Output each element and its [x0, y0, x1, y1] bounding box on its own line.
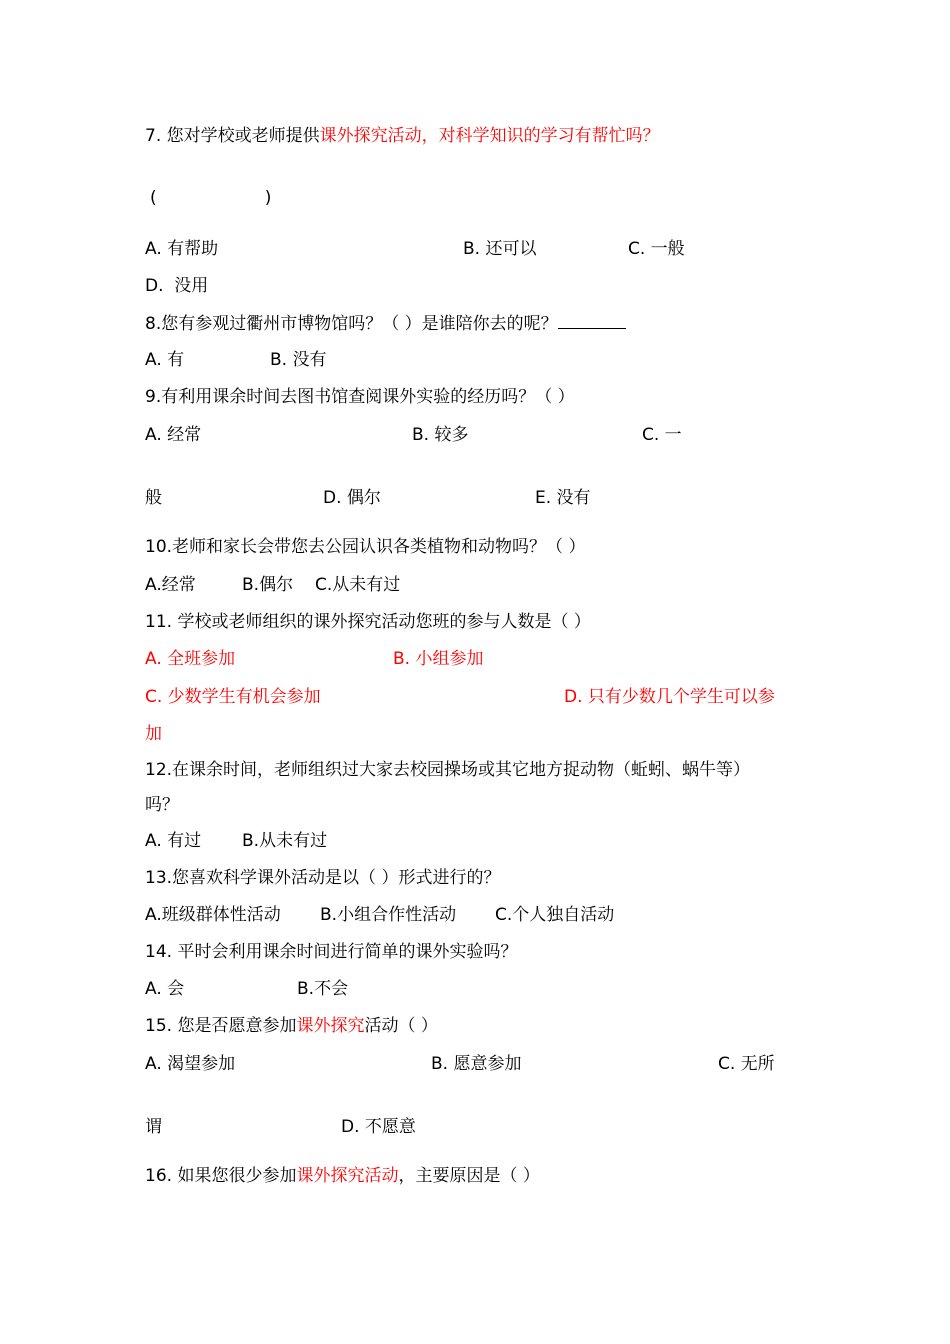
question-8-fill-blank[interactable]: [558, 311, 626, 329]
question-8-text: 8.您有参观过衢州市博物馆吗？（ ）是谁陪你去的呢？: [145, 314, 558, 334]
question-10-text: 10.老师和家长会带您去公园认识各类植物和动物吗？（ ）: [145, 537, 586, 557]
question-14-option-a: A. 会: [145, 979, 185, 999]
question-8: [145, 311, 626, 336]
question-7-text: 7. 您对学校或老师提供: [145, 126, 320, 146]
question-15-text-tail: 活动（ ）: [364, 1016, 438, 1036]
question-12-option-a: A. 有过: [145, 831, 202, 851]
question-9-option-c-continued: 般: [145, 488, 162, 508]
question-9-option-e: E. 没有: [535, 488, 591, 508]
question-7-highlight: 课外探究活动: [319, 126, 422, 146]
question-7-highlight-tail: ，对科学知识的学习有帮忙吗？: [421, 126, 660, 146]
question-11-option-d: D. 只有少数几个学生可以参: [564, 687, 775, 707]
question-15-option-d: D. 不愿意: [341, 1117, 416, 1137]
question-11-option-b: B. 小组参加: [393, 649, 484, 669]
question-7: [145, 124, 660, 148]
question-15-highlight: 课外探究: [296, 1016, 365, 1036]
question-15-option-a: A. 渴望参加: [145, 1054, 236, 1074]
question-8-option-a: A. 有: [145, 350, 185, 370]
question-15-option-c-continued: 谓: [145, 1117, 162, 1137]
question-7-answer-bracket: ( ): [150, 188, 272, 208]
question-10-option-c: C.从未有过: [315, 575, 401, 595]
question-16: [145, 1164, 540, 1188]
question-7-option-c: C. 一般: [628, 239, 685, 259]
question-11-text: 11. 学校或老师组织的课外探究活动您班的参与人数是（ ）: [145, 612, 591, 632]
question-13-text: 13.您喜欢科学课外活动是以（ ）形式进行的？: [145, 868, 501, 888]
question-12-option-b: B.从未有过: [242, 831, 328, 851]
question-11-option-a: A. 全班参加: [145, 649, 236, 669]
question-7-option-d: D. 没用: [145, 276, 209, 296]
question-16-text-tail: ，主要原因是（ ）: [398, 1166, 540, 1186]
question-12-text-continued: 吗？: [145, 795, 179, 815]
question-15-option-b: B. 愿意参加: [431, 1054, 522, 1074]
question-12-text: 12.在课余时间，老师组织过大家去校园操场或其它地方捉动物（蚯蚓、蜗牛等）: [145, 760, 751, 780]
question-7-option-b: B. 还可以: [463, 239, 537, 259]
question-13-option-b: B.小组合作性活动: [320, 905, 457, 925]
question-10-option-a: A.经常: [145, 575, 196, 595]
question-9-option-c: C. 一: [642, 425, 682, 445]
question-16-highlight: 课外探究活动: [296, 1166, 399, 1186]
question-9-option-b: B. 较多: [412, 425, 469, 445]
question-9-text: 9.有利用课余时间去图书馆查阅课外实验的经历吗？（ ）: [145, 387, 575, 407]
question-10-option-b: B.偶尔: [242, 575, 294, 595]
question-15-text: 15. 您是否愿意参加: [145, 1016, 297, 1036]
question-13-option-c: C.个人独自活动: [495, 905, 615, 925]
question-16-text: 16. 如果您很少参加: [145, 1166, 297, 1186]
question-11-option-c: C. 少数学生有机会参加: [145, 687, 321, 707]
question-15-option-c: C. 无所: [718, 1054, 775, 1074]
question-9-option-d: D. 偶尔: [323, 488, 381, 508]
question-9-option-a: A. 经常: [145, 425, 202, 445]
question-14-text: 14. 平时会利用课余时间进行简单的课外实验吗？: [145, 942, 518, 962]
question-14-option-b: B.不会: [297, 979, 349, 999]
question-11-option-d-continued: 加: [145, 724, 162, 744]
question-8-option-b: B. 没有: [270, 350, 327, 370]
question-7-option-a: A. 有帮助: [145, 239, 219, 259]
question-15: [145, 1014, 438, 1038]
question-13-option-a: A.班级群体性活动: [145, 905, 281, 925]
